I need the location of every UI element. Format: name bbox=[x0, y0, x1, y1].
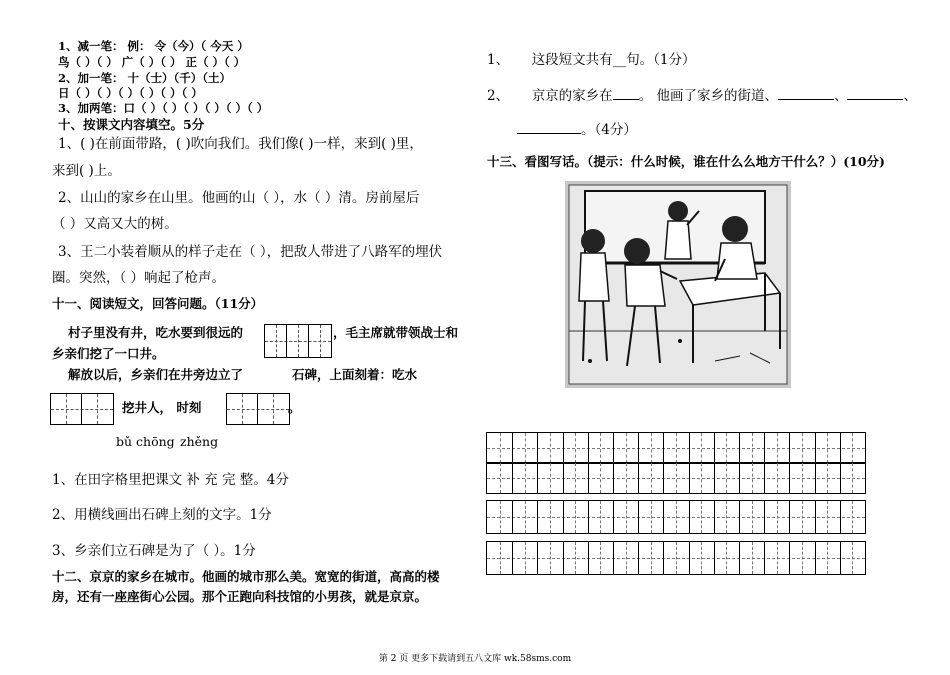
q10-s3b: 圈。突然，（ ）响起了枪声。 bbox=[52, 270, 226, 286]
q12-line1: 十二、京京的家乡在城市。他画的城市那么美。宽宽的街道，高高的楼 bbox=[52, 569, 440, 584]
r1-blank[interactable]: __ bbox=[612, 52, 627, 68]
q13-title: 十三、看图写话。（提示：什么时候，谁在什么么地方干什么？）(10分) bbox=[487, 154, 885, 169]
answer-blank[interactable] bbox=[778, 99, 834, 100]
classroom-illustration bbox=[565, 181, 791, 388]
q9-line1: 1、减一笔： 例： 令（今）（ 今天 ） bbox=[58, 39, 249, 53]
r3 bbox=[517, 118, 637, 138]
q9-line2: 鸟（ ）（ ） 广（ ）（ ） 正（ ）（ ） bbox=[58, 55, 246, 69]
q11-p3a: 挖井人， 时刻 bbox=[122, 400, 202, 415]
q10-s2b: （ ）又高又大的树。 bbox=[52, 216, 178, 232]
r2-num: 2、 bbox=[487, 88, 510, 104]
r2-end: 、 bbox=[903, 88, 917, 104]
q10-s1a: 1、( )在前面带路，( )吹向我们。我们像( )一样，来到( )里， bbox=[58, 136, 423, 152]
q9-line3: 2、加一笔： 十（士）（千）（土） bbox=[58, 71, 232, 85]
q11-p2a: 解放以后，乡亲们在井旁边立了 bbox=[68, 367, 244, 382]
answer-blank[interactable] bbox=[847, 99, 903, 100]
r2-mid: 。 他画了家乡的街道、 bbox=[638, 88, 778, 104]
writing-grid-row[interactable] bbox=[486, 500, 866, 534]
q11-p1c: 乡亲们挖了一口井。 bbox=[52, 346, 165, 361]
q10-s2a: 2、山山的家乡在山里。他画的山（ ），水（ ）清。房前屋后 bbox=[58, 190, 420, 206]
q11-a1: 1、在田字格里把课文 补 充 完 整。4分 bbox=[52, 472, 289, 488]
tianzi-box[interactable] bbox=[264, 324, 332, 358]
pinyin-buchong: bǔ chōng bbox=[116, 434, 175, 449]
writing-grid-row[interactable] bbox=[486, 432, 866, 464]
page-footer: 第 2 页 更多下载请到五八文库 wk.58sms.com bbox=[378, 654, 572, 664]
q10-title: 十、按课文内容填空。5分 bbox=[58, 117, 205, 132]
q11-a3: 3、乡亲们立石碑是为了（ ）。1分 bbox=[52, 543, 256, 559]
r1-tail: 句。（1分） bbox=[626, 52, 696, 68]
q11-title: 十一、阅读短文，回答问题。（11分） bbox=[52, 296, 264, 311]
tianzi-box[interactable] bbox=[50, 393, 114, 425]
writing-grid-row[interactable] bbox=[486, 541, 866, 575]
r1-text: 这段短文共有 bbox=[531, 52, 613, 68]
q11-p1a: 村子里没有井，吃水要到很远的 bbox=[68, 325, 244, 340]
q11-p3b: 。 bbox=[288, 400, 301, 415]
q9-line5: 3、加两笔：口（ ）（ ）（ ）（ ）（ ）（ ） bbox=[58, 101, 269, 115]
tianzi-box[interactable] bbox=[226, 393, 290, 425]
r1 bbox=[487, 48, 696, 68]
r3-tail: 。（4分） bbox=[581, 122, 637, 138]
pinyin-zheng: zhěng bbox=[180, 434, 219, 449]
writing-grid-row[interactable] bbox=[486, 462, 866, 494]
q11-p1b: ，毛主席就带领战士和 bbox=[333, 325, 459, 340]
answer-blank[interactable] bbox=[613, 99, 639, 100]
r1-num: 1、 bbox=[487, 52, 510, 68]
q12-line2: 房，还有一座座街心公园。那个正跑向科技馆的小男孩，就是京京。 bbox=[52, 589, 428, 604]
q11-a2: 2、用横线画出石碑上刻的文字。1分 bbox=[52, 507, 272, 523]
q10-s3a: 3、王二小装着顺从的样子走在（ ），把敌人带进了八路军的埋伏 bbox=[58, 244, 443, 260]
q9-line4: 日（ ）（ ）（ ）（ ）（ ）（ ） bbox=[58, 86, 203, 100]
q11-p2b: 石碑，上面刻着：吃水 bbox=[292, 367, 418, 382]
q10-s1b: 来到( )上。 bbox=[52, 163, 121, 179]
answer-blank[interactable] bbox=[517, 133, 581, 134]
r2: 2、 京京的家乡在 。 他画了家乡的街道、 、 、 bbox=[487, 88, 917, 104]
r2-text: 京京的家乡在 bbox=[531, 88, 613, 104]
